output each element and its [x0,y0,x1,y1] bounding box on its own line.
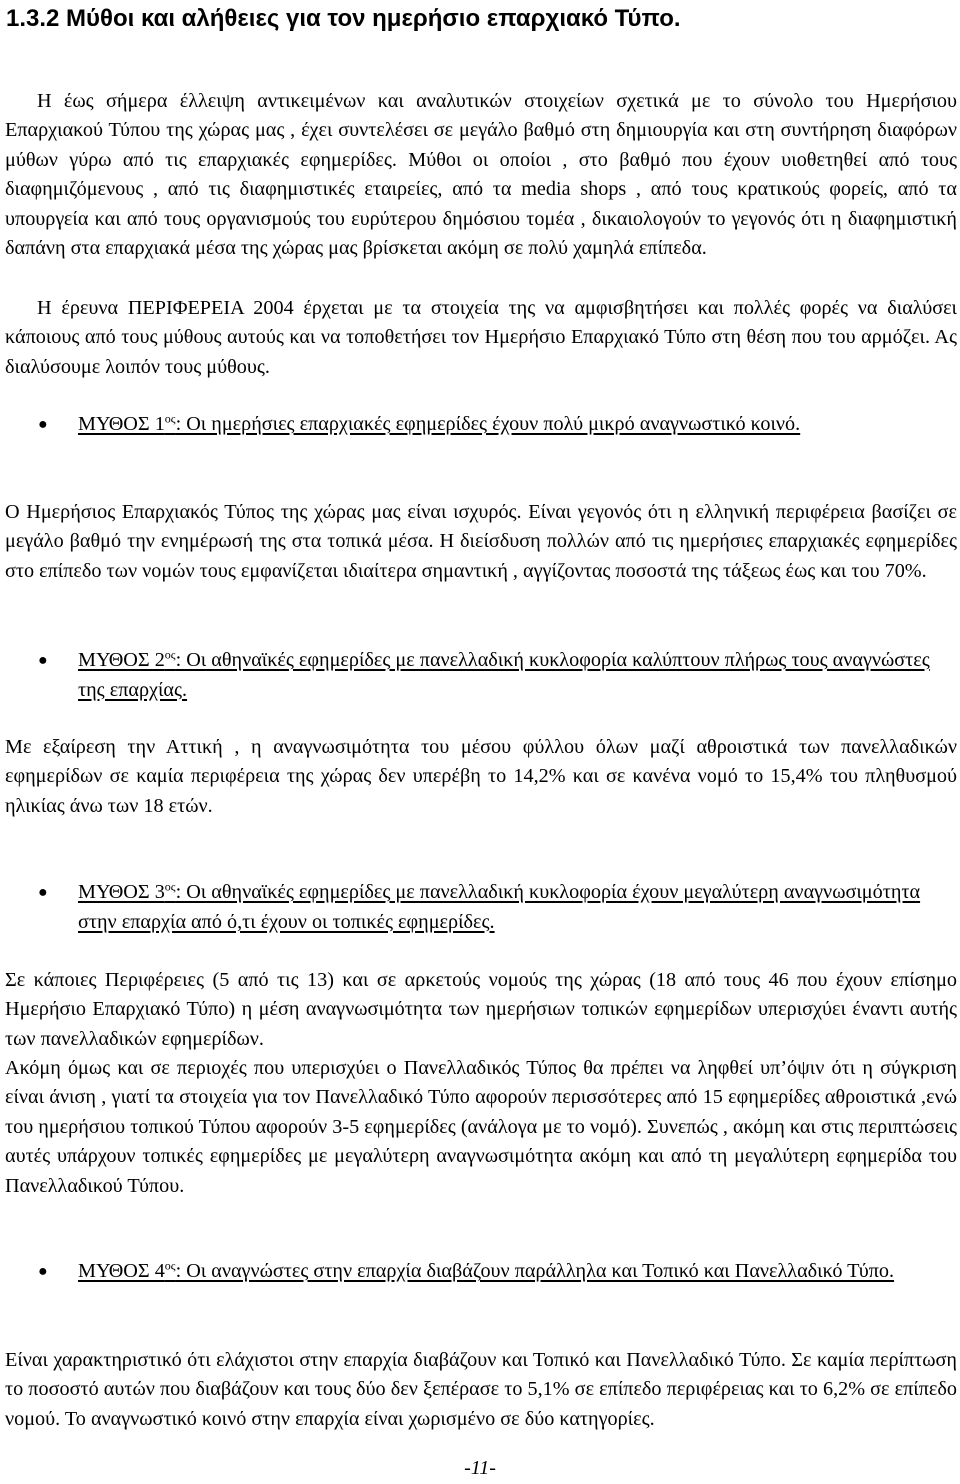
myth-item-3 [40,878,930,937]
section-heading: 1.3.2 Μύθοι και αλήθειες για τον ημερήσιο επαρχιακό Τύπο. [6,5,681,32]
myth-item-4 [40,1257,930,1287]
intro-paragraph-2 [5,294,957,382]
bullet-icon: ● [38,416,48,433]
myth-title: ΜΥΘΟΣ $1^{o\varsigma}$: Οι ημερήσιες επαρχιακές εφημερίδες έχουν πολύ μικρό αναγνωστικό κοινό. [78,411,801,435]
answer-paragraph-4: Είναι χαρακτηριστικό ότι ελάχιστοι στην επαρχία διαβάζουν και Τοπικό και Πανελλαδικό Τύπο. Σε καμία περίπτωση το ποσοστό αυτών που διαβάζουν και τους δύο δεν ξεπέρασε το 5,1% σε επίπεδο περιφέρειας και το 6,2% σε επίπεδο νομού. Το αναγνωστικό κοινό στην επαρχία είναι χωρισμένο σε δύο κατηγορίες. [5,1349,957,1430]
answer-paragraph-3b: Ακόμη όμως και σε περιοχές που υπερισχύει ο Πανελλαδικός Τύπος θα πρέπει να ληφθεί υπ’όψιν ότι η σύγκριση είναι άνιση , γιατί τα στοιχεία για τον Πανελλαδικό Τύπο αφορούν περισσότερες από 15 εφημερίδες αθροιστικά ,ενώ του ημερήσιου τοπικού Τύπου αφορούν 3-5 εφημερίδες (ανάλογα με το νομό). Συνεπώς , ακόμη και στις περιπτώσεις αυτές υπάρχουν τοπικές εφημερίδες με μεγαλύτερη αναγνωσιμότητα ακόμη και από τη μεγαλύτερη εφημερίδα του Πανελλαδικού Τύπου. [5,1057,957,1197]
intro-paragraph [5,87,957,263]
answer-paragraph-2: Με εξαίρεση την Αττική , η αναγνωσιμότητα του μέσου φύλλου όλων μαζί αθροιστικά των πανελλαδικών εφημερίδων σε καμία περιφέρεια της χώρας δεν υπερέβη το 14,2% και σε κανένα νομό το 15,4% του πληθυσμού ηλικίας άνω των 18 ετών. [5,736,957,817]
answer-paragraph-3: Σε κάποιες Περιφέρειες (5 από τις 13) και σε αρκετούς νομούς της χώρας (18 από τους 46 που έχουν επίσημο Ημερήσιο Επαρχιακό Τύπο) η μέση αναγνωσιμότητα των ημερήσιων τοπικών εφημερίδων υπερισχύει έναντι αυτής των πανελλαδικών εφημερίδων. [5,969,957,1050]
myth-item-1 [40,410,930,440]
myth-title: ΜΥΘΟΣ $3^{o\varsigma}$: Οι αθηναϊκές εφημερίδες με πανελλαδική κυκλοφορία έχουν μεγαλύτερη αναγνωσιμότητα στην επαρχία από ό,τι έχουν οι τοπικές εφημερίδες. [78,879,921,933]
myth-item-2 [40,646,930,705]
bullet-icon: ● [38,884,48,901]
intro-text-2: Η έρευνα ΠΕΡΙΦΕΡΕΙΑ 2004 έρχεται με τα στοιχεία της να αμφισβητήσει και πολλές φορές να διαλύσει κάποιους από τους μύθους αυτούς και να τοποθετήσει τον Ημερήσιο Επαρχιακό Τύπο στη θέση που του αρμόζει. Ας διαλύσουμε λοιπόν τους μύθους. [5,297,957,378]
answer-paragraph-1: Ο Ημερήσιος Επαρχιακός Τύπος της χώρας μας είναι ισχυρός. Είναι γεγονός ότι η ελληνική περιφέρεια βασίζει σε μεγάλο βαθμό την ενημέρωσή της στα τοπικά μέσα. Η διείσδυση πολλών από τις ημερήσιες επαρχιακές εφημερίδες στο επίπεδο των νομών τους εμφανίζεται ιδιαίτερα σημαντική , αγγίζοντας ποσοστά της τάξεως έως και του 70%. [5,501,957,582]
myth-title: ΜΥΘΟΣ $4^{o\varsigma}$: Οι αναγνώστες στην επαρχία διαβάζουν παράλληλα και Τοπικό και Πανελλαδικό Τύπο. [78,1258,895,1282]
page-number: -11- [464,1457,496,1479]
myth-title: ΜΥΘΟΣ $2^{o\varsigma}$: Οι αθηναϊκές εφημερίδες με πανελλαδική κυκλοφορία καλύπτουν πλήρως τους αναγνώστες της επαρχίας. [78,647,930,701]
intro-text: Η έως σήμερα έλλειψη αντικειμένων και αναλυτικών στοιχείων σχετικά με το σύνολο του Ημερήσιου Επαρχιακού Τύπου της χώρας μας , έχει συντελέσει σε μεγάλο βαθμό στη δημιουργία και στη συντήρηση διαφόρων μύθων γύρω από τις επαρχιακές εφημερίδες. Μύθοι οι οποίοι , στο βαθμό που έχουν υιοθετηθεί από τους διαφημιζόμενους , από τις διαφημιστικές εταιρείες, από τα media shops , από τους κρατικούς φορείς, από τα υπουργεία και από τους οργανισμούς του ευρύτερου δημόσιου τομέα , δικαιολογούν το γεγονός ότι η διαφημιστική δαπάνη στα επαρχιακά μέσα της χώρας μας βρίσκεται ακόμη σε πολύ χαμηλά επίπεδα. [5,90,957,260]
bullet-icon: ● [38,652,48,669]
bullet-icon: ● [38,1263,48,1280]
